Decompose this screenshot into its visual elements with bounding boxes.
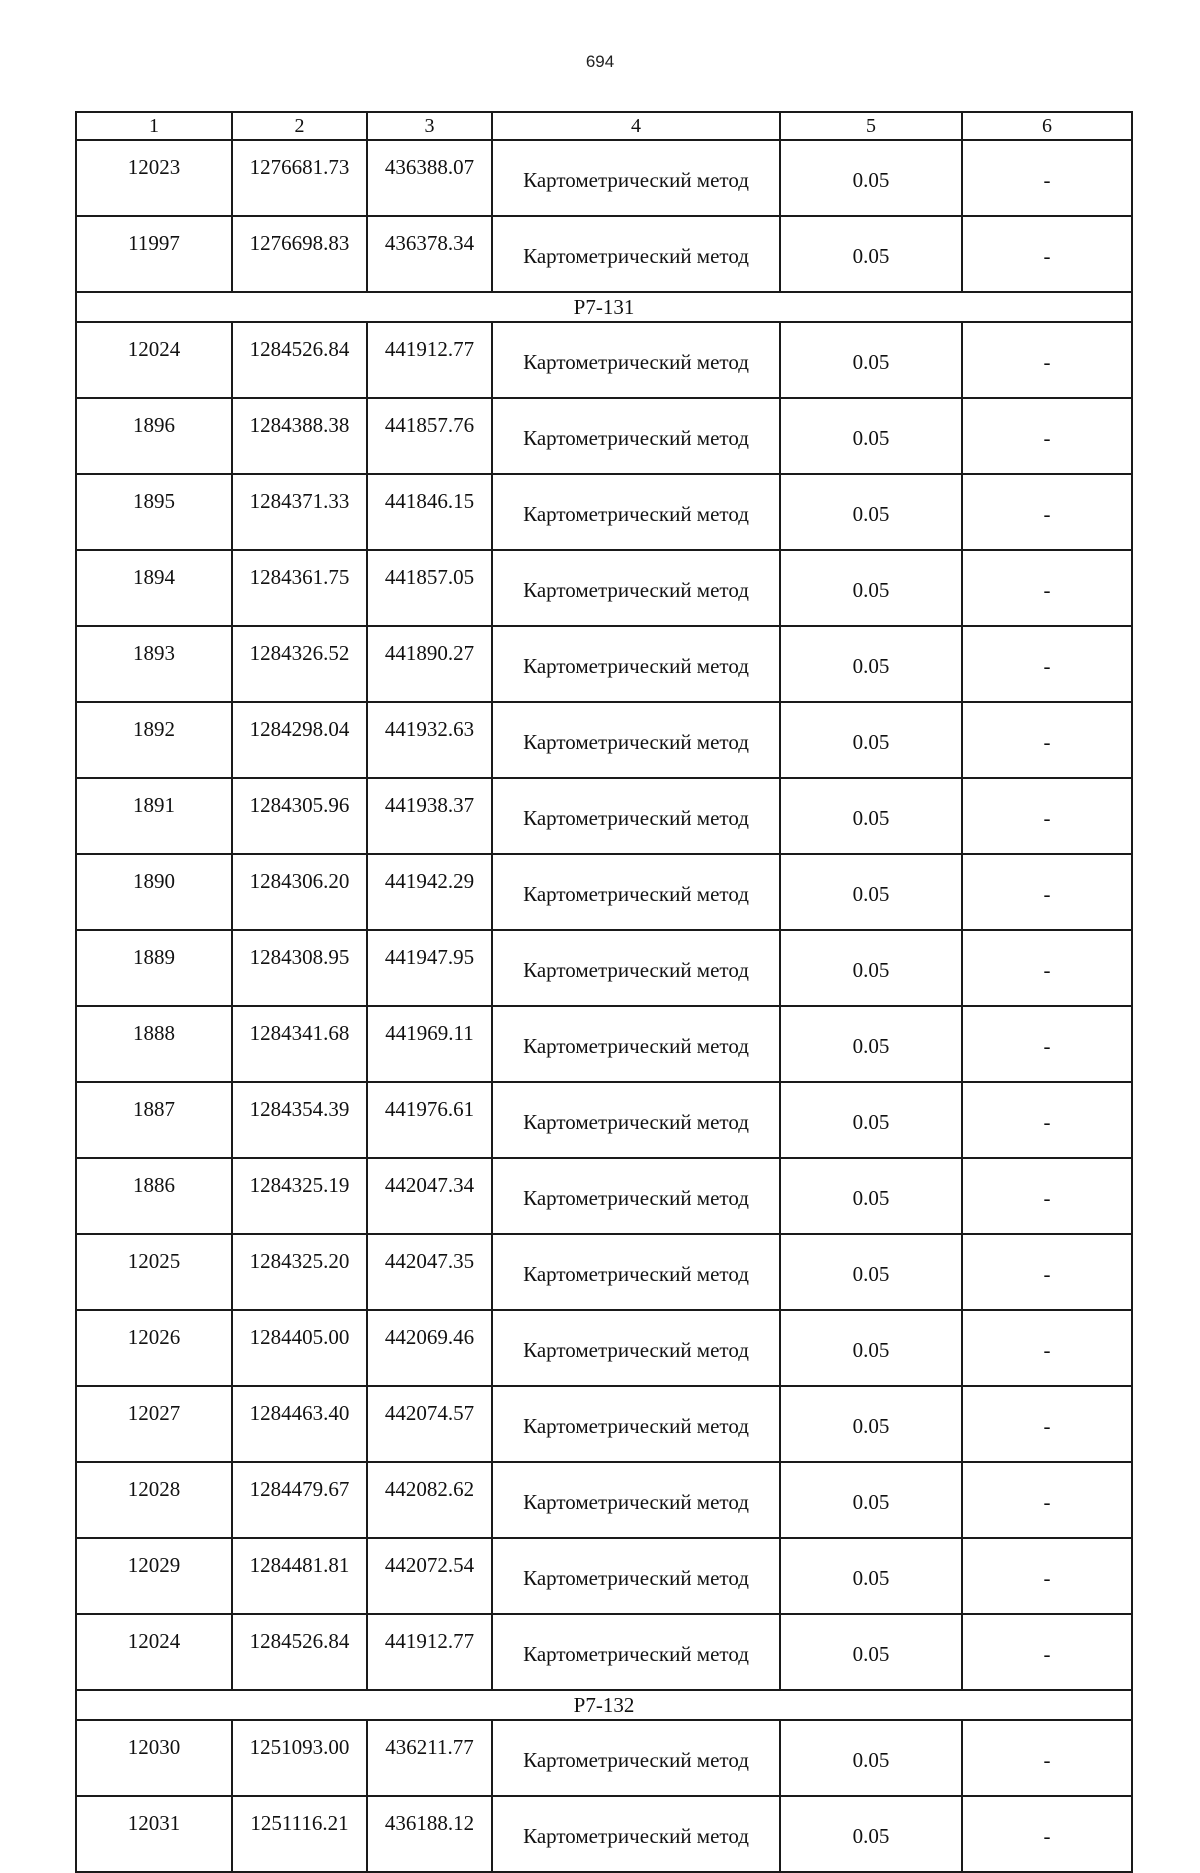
point-number-cell: 1895 <box>76 474 232 550</box>
section-label: Р7-132 <box>76 1690 1132 1720</box>
accuracy-cell: 0.05 <box>780 140 962 216</box>
point-number-cell: 12026 <box>76 1310 232 1386</box>
accuracy-cell: 0.05 <box>780 854 962 930</box>
table-body <box>76 112 1132 1872</box>
accuracy-cell: 0.05 <box>780 1796 962 1872</box>
y-coordinate-cell: 441938.37 <box>367 778 492 854</box>
description-cell: - <box>962 1234 1132 1310</box>
description-cell: - <box>962 1614 1132 1690</box>
column-header: 5 <box>780 112 962 140</box>
method-cell: Картометрический метод <box>492 778 780 854</box>
description-cell: - <box>962 398 1132 474</box>
x-coordinate-cell: 1284463.40 <box>232 1386 367 1462</box>
description-cell: - <box>962 1462 1132 1538</box>
table-row <box>76 550 1132 626</box>
method-cell: Картометрический метод <box>492 1796 780 1872</box>
description-cell: - <box>962 626 1132 702</box>
point-number-cell: 1889 <box>76 930 232 1006</box>
x-coordinate-cell: 1276681.73 <box>232 140 367 216</box>
point-number-cell: 1888 <box>76 1006 232 1082</box>
description-cell: - <box>962 1796 1132 1872</box>
accuracy-cell: 0.05 <box>780 550 962 626</box>
accuracy-cell: 0.05 <box>780 1462 962 1538</box>
y-coordinate-cell: 442069.46 <box>367 1310 492 1386</box>
y-coordinate-cell: 436188.12 <box>367 1796 492 1872</box>
page-number: 694 <box>585 52 615 71</box>
x-coordinate-cell: 1284354.39 <box>232 1082 367 1158</box>
table-row <box>76 1158 1132 1234</box>
column-header: 1 <box>76 112 232 140</box>
table-row <box>76 778 1132 854</box>
accuracy-cell: 0.05 <box>780 1158 962 1234</box>
description-cell: - <box>962 702 1132 778</box>
y-coordinate-cell: 442082.62 <box>367 1462 492 1538</box>
method-cell: Картометрический метод <box>492 854 780 930</box>
y-coordinate-cell: 441932.63 <box>367 702 492 778</box>
section-header-row <box>76 1690 1132 1720</box>
y-coordinate-cell: 442047.35 <box>367 1234 492 1310</box>
x-coordinate-cell: 1284388.38 <box>232 398 367 474</box>
description-cell: - <box>962 550 1132 626</box>
method-cell: Картометрический метод <box>492 1538 780 1614</box>
accuracy-cell: 0.05 <box>780 702 962 778</box>
description-cell: - <box>962 930 1132 1006</box>
method-cell: Картометрический метод <box>492 626 780 702</box>
point-number-cell: 1886 <box>76 1158 232 1234</box>
accuracy-cell: 0.05 <box>780 1720 962 1796</box>
point-number-cell: 12028 <box>76 1462 232 1538</box>
table-row <box>76 1386 1132 1462</box>
x-coordinate-cell: 1251093.00 <box>232 1720 367 1796</box>
table-row <box>76 1462 1132 1538</box>
y-coordinate-cell: 441947.95 <box>367 930 492 1006</box>
table-row <box>76 1538 1132 1614</box>
x-coordinate-cell: 1284526.84 <box>232 1614 367 1690</box>
table-row <box>76 140 1132 216</box>
method-cell: Картометрический метод <box>492 930 780 1006</box>
table-row <box>76 322 1132 398</box>
table-row <box>76 474 1132 550</box>
x-coordinate-cell: 1284371.33 <box>232 474 367 550</box>
table-row <box>76 1614 1132 1690</box>
accuracy-cell: 0.05 <box>780 1234 962 1310</box>
x-coordinate-cell: 1284479.67 <box>232 1462 367 1538</box>
y-coordinate-cell: 441846.15 <box>367 474 492 550</box>
y-coordinate-cell: 436388.07 <box>367 140 492 216</box>
description-cell: - <box>962 1720 1132 1796</box>
y-coordinate-cell: 441942.29 <box>367 854 492 930</box>
table-row <box>76 216 1132 292</box>
y-coordinate-cell: 441857.05 <box>367 550 492 626</box>
accuracy-cell: 0.05 <box>780 1538 962 1614</box>
accuracy-cell: 0.05 <box>780 1006 962 1082</box>
method-cell: Картометрический метод <box>492 1462 780 1538</box>
point-number-cell: 11997 <box>76 216 232 292</box>
table-row <box>76 1720 1132 1796</box>
accuracy-cell: 0.05 <box>780 930 962 1006</box>
table-row <box>76 398 1132 474</box>
x-coordinate-cell: 1284481.81 <box>232 1538 367 1614</box>
y-coordinate-cell: 442072.54 <box>367 1538 492 1614</box>
table-row <box>76 626 1132 702</box>
accuracy-cell: 0.05 <box>780 1614 962 1690</box>
description-cell: - <box>962 1158 1132 1234</box>
y-coordinate-cell: 442047.34 <box>367 1158 492 1234</box>
accuracy-cell: 0.05 <box>780 1082 962 1158</box>
point-number-cell: 12023 <box>76 140 232 216</box>
table-row <box>76 854 1132 930</box>
table-row <box>76 1082 1132 1158</box>
column-header-row <box>76 112 1132 140</box>
accuracy-cell: 0.05 <box>780 1386 962 1462</box>
x-coordinate-cell: 1284305.96 <box>232 778 367 854</box>
accuracy-cell: 0.05 <box>780 216 962 292</box>
description-cell: - <box>962 1310 1132 1386</box>
point-number-cell: 12024 <box>76 322 232 398</box>
description-cell: - <box>962 322 1132 398</box>
column-header: 4 <box>492 112 780 140</box>
y-coordinate-cell: 441890.27 <box>367 626 492 702</box>
x-coordinate-cell: 1284405.00 <box>232 1310 367 1386</box>
description-cell: - <box>962 140 1132 216</box>
table-row <box>76 1006 1132 1082</box>
coordinates-table <box>75 111 1133 1873</box>
y-coordinate-cell: 441912.77 <box>367 1614 492 1690</box>
method-cell: Картометрический метод <box>492 1310 780 1386</box>
method-cell: Картометрический метод <box>492 1158 780 1234</box>
accuracy-cell: 0.05 <box>780 398 962 474</box>
y-coordinate-cell: 436211.77 <box>367 1720 492 1796</box>
description-cell: - <box>962 216 1132 292</box>
y-coordinate-cell: 436378.34 <box>367 216 492 292</box>
point-number-cell: 1896 <box>76 398 232 474</box>
method-cell: Картометрический метод <box>492 1082 780 1158</box>
x-coordinate-cell: 1284308.95 <box>232 930 367 1006</box>
y-coordinate-cell: 441857.76 <box>367 398 492 474</box>
x-coordinate-cell: 1284526.84 <box>232 322 367 398</box>
method-cell: Картометрический метод <box>492 474 780 550</box>
x-coordinate-cell: 1284306.20 <box>232 854 367 930</box>
point-number-cell: 1890 <box>76 854 232 930</box>
x-coordinate-cell: 1284361.75 <box>232 550 367 626</box>
description-cell: - <box>962 1082 1132 1158</box>
point-number-cell: 1892 <box>76 702 232 778</box>
point-number-cell: 1893 <box>76 626 232 702</box>
point-number-cell: 12025 <box>76 1234 232 1310</box>
method-cell: Картометрический метод <box>492 398 780 474</box>
column-header: 3 <box>367 112 492 140</box>
x-coordinate-cell: 1284325.19 <box>232 1158 367 1234</box>
description-cell: - <box>962 854 1132 930</box>
point-number-cell: 12030 <box>76 1720 232 1796</box>
section-header-row <box>76 292 1132 322</box>
description-cell: - <box>962 474 1132 550</box>
accuracy-cell: 0.05 <box>780 1310 962 1386</box>
method-cell: Картометрический метод <box>492 322 780 398</box>
y-coordinate-cell: 441912.77 <box>367 322 492 398</box>
method-cell: Картометрический метод <box>492 702 780 778</box>
method-cell: Картометрический метод <box>492 1006 780 1082</box>
table-row <box>76 1310 1132 1386</box>
x-coordinate-cell: 1284298.04 <box>232 702 367 778</box>
point-number-cell: 1887 <box>76 1082 232 1158</box>
x-coordinate-cell: 1276698.83 <box>232 216 367 292</box>
accuracy-cell: 0.05 <box>780 322 962 398</box>
y-coordinate-cell: 441969.11 <box>367 1006 492 1082</box>
column-header: 2 <box>232 112 367 140</box>
y-coordinate-cell: 441976.61 <box>367 1082 492 1158</box>
section-label: Р7-131 <box>76 292 1132 322</box>
table-row <box>76 1234 1132 1310</box>
method-cell: Картометрический метод <box>492 1234 780 1310</box>
point-number-cell: 1894 <box>76 550 232 626</box>
table-row <box>76 930 1132 1006</box>
method-cell: Картометрический метод <box>492 140 780 216</box>
point-number-cell: 12029 <box>76 1538 232 1614</box>
column-header: 6 <box>962 112 1132 140</box>
method-cell: Картометрический метод <box>492 1720 780 1796</box>
point-number-cell: 12024 <box>76 1614 232 1690</box>
method-cell: Картометрический метод <box>492 216 780 292</box>
x-coordinate-cell: 1284341.68 <box>232 1006 367 1082</box>
x-coordinate-cell: 1284326.52 <box>232 626 367 702</box>
point-number-cell: 12031 <box>76 1796 232 1872</box>
description-cell: - <box>962 778 1132 854</box>
accuracy-cell: 0.05 <box>780 778 962 854</box>
table-row <box>76 1796 1132 1872</box>
method-cell: Картометрический метод <box>492 1386 780 1462</box>
point-number-cell: 1891 <box>76 778 232 854</box>
x-coordinate-cell: 1284325.20 <box>232 1234 367 1310</box>
y-coordinate-cell: 442074.57 <box>367 1386 492 1462</box>
description-cell: - <box>962 1538 1132 1614</box>
x-coordinate-cell: 1251116.21 <box>232 1796 367 1872</box>
accuracy-cell: 0.05 <box>780 626 962 702</box>
accuracy-cell: 0.05 <box>780 474 962 550</box>
method-cell: Картометрический метод <box>492 1614 780 1690</box>
method-cell: Картометрический метод <box>492 550 780 626</box>
table-row <box>76 702 1132 778</box>
description-cell: - <box>962 1386 1132 1462</box>
point-number-cell: 12027 <box>76 1386 232 1462</box>
description-cell: - <box>962 1006 1132 1082</box>
